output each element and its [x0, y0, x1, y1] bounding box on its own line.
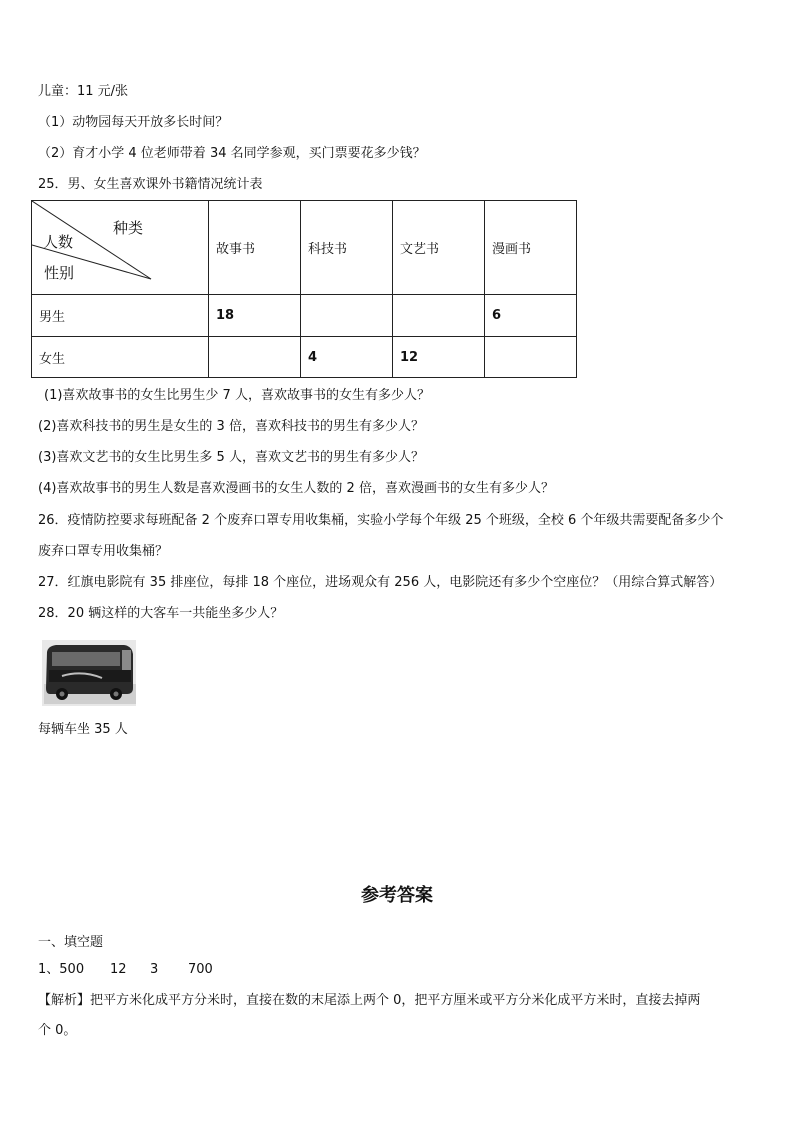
table-cell: 6	[485, 295, 577, 337]
q28: 28．20 辆这样的大客车一共能坐多少人？	[38, 606, 284, 621]
table-cell: 4	[301, 337, 393, 378]
header-count: 人数	[43, 233, 74, 251]
table-cell	[301, 295, 393, 337]
column-header: 故事书	[209, 201, 301, 295]
q26-line2: 废弃口罩专用收集桶？	[38, 544, 169, 559]
q25-sub3: (3)喜欢文艺书的女生比男生多 5 人，喜欢文艺书的男生有多少人？	[38, 450, 424, 465]
table-cell	[209, 337, 301, 378]
answer-value: 1、500	[38, 962, 85, 977]
question-2: （2）育才小学 4 位老师带着 34 名同学参观，买门票要花多少钱？	[38, 146, 426, 161]
stats-table	[31, 200, 577, 378]
question-1: （1）动物园每天开放多长时间？	[38, 115, 229, 130]
diagonal-header-cell	[32, 201, 209, 295]
header-gender: 性别	[44, 264, 75, 282]
row-label: 女生	[32, 337, 209, 378]
answer-value: 3	[150, 962, 159, 977]
header-category: 种类	[113, 219, 144, 237]
q25-sub2: (2)喜欢科技书的男生是女生的 3 倍，喜欢科技书的男生有多少人？	[38, 419, 424, 434]
ticket-price-child: 儿童：11 元/张	[38, 84, 129, 99]
bus-caption: 每辆车坐 35 人	[38, 722, 128, 737]
answer-1-values	[38, 962, 213, 978]
q25-title: 25．男、女生喜欢课外书籍情况统计表	[38, 177, 263, 192]
table-cell: 12	[393, 337, 485, 378]
q25-sub1: (1)喜欢故事书的女生比男生少 7 人，喜欢故事书的女生有多少人？	[44, 388, 430, 403]
column-header: 文艺书	[393, 201, 485, 295]
table-cell	[393, 295, 485, 337]
table-row	[32, 295, 577, 337]
table-cell	[485, 337, 577, 378]
analysis-line-1: 【解析】把平方米化成平方分米时，直接在数的末尾添上两个 0，把平方厘米或平方分米化成平方米时，直接去掉两	[38, 993, 701, 1008]
answer-value: 12	[110, 962, 127, 977]
row-label: 男生	[32, 295, 209, 337]
bus-image	[42, 640, 136, 706]
q27: 27．红旗电影院有 35 排座位，每排 18 个座位，进场观众有 256 人，电影院还有多少个空座位？（用综合算式解答）	[38, 575, 723, 590]
analysis-line-2: 个 0。	[38, 1023, 77, 1038]
table-cell: 18	[209, 295, 301, 337]
column-header: 科技书	[301, 201, 393, 295]
q25-sub4: (4)喜欢故事书的男生人数是喜欢漫画书的女生人数的 2 倍，喜欢漫画书的女生有多少人？	[38, 481, 554, 496]
column-header: 漫画书	[485, 201, 577, 295]
table-row	[32, 337, 577, 378]
answer-value: 700	[188, 962, 213, 977]
answers-section-title: 一、填空题	[38, 935, 104, 950]
answers-heading: 参考答案	[361, 885, 433, 906]
q26-line1: 26．疫情防控要求每班配备 2 个废弃口罩专用收集桶，实验小学每个年级 25 个班级，全校 6 个年级共需要配备多少个	[38, 513, 724, 528]
